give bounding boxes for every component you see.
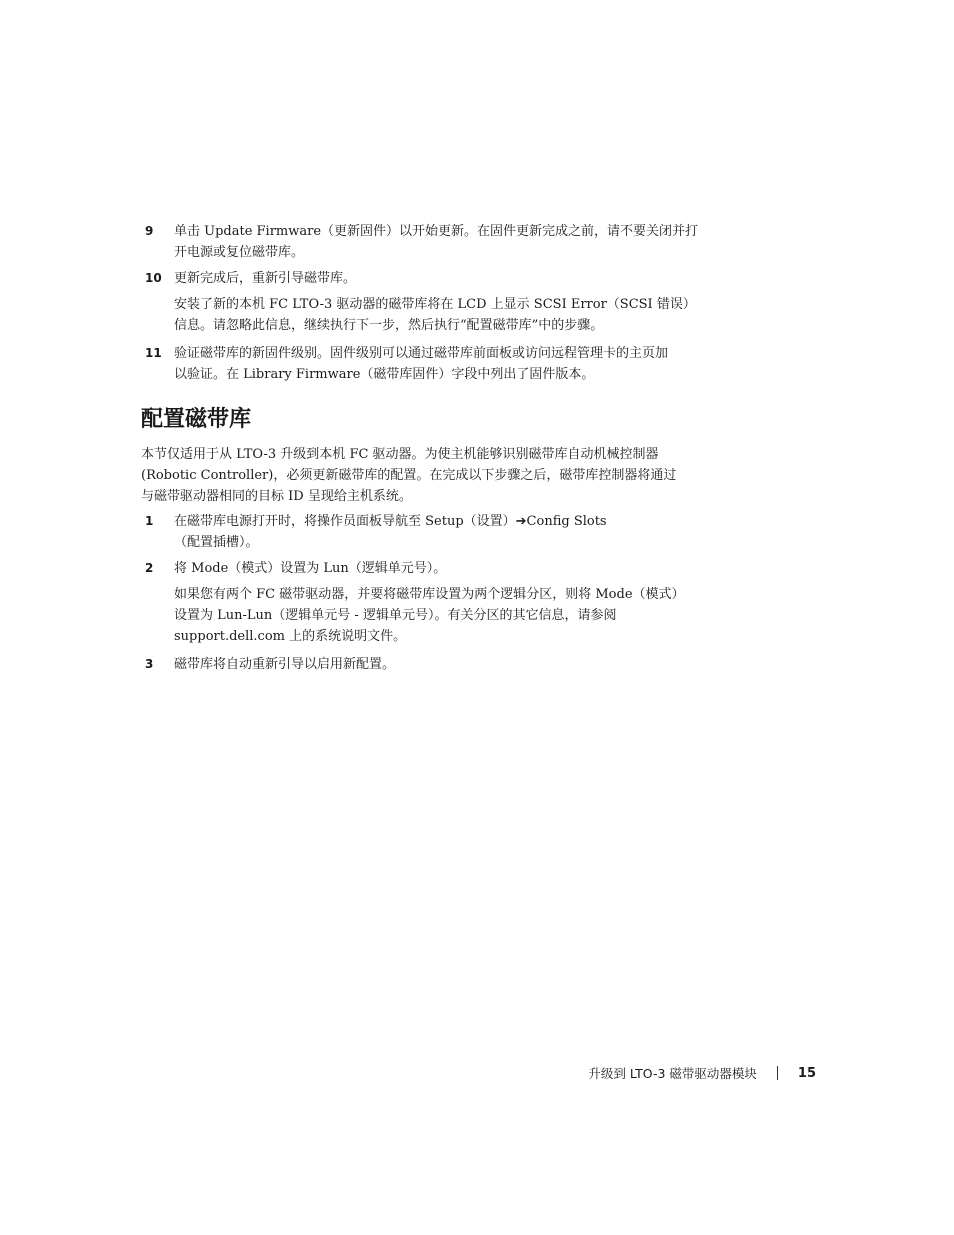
step-number: 9 <box>145 224 154 238</box>
step-11 <box>145 343 765 385</box>
section-title: 配置磁带库 <box>141 407 252 432</box>
note-line: 安装了新的本机 FC LTO-3 驱动器的磁带库将在 LCD 上显示 SCSI Error（SCSI 错误） <box>174 297 696 312</box>
note-line: support.dell.com 上的系统说明文件。 <box>174 629 407 644</box>
step-text-line: 在磁带库电源打开时，将操作员面板导航至 Setup（设置）➔Config Slots <box>174 514 607 529</box>
intro-line: 本节仅适用于从 LTO-3 升级到本机 FC 驱动器。为使主机能够识别磁带库自动机械控制器 <box>141 447 659 462</box>
step-10-note <box>174 294 774 336</box>
step-number: 1 <box>145 514 154 528</box>
footer-divider <box>777 1066 778 1080</box>
step-number: 10 <box>145 271 162 285</box>
step-text-line: （配置插槽）。 <box>174 535 259 550</box>
note-line: 设置为 Lun-Lun（逻辑单元号 - 逻辑单元号）。有关分区的其它信息，请参阅 <box>174 608 617 623</box>
step-number: 11 <box>145 346 162 360</box>
step-text-line: 以验证。在 Library Firmware（磁带库固件）字段中列出了固件版本。 <box>174 367 595 382</box>
step-1 <box>145 511 765 553</box>
intro-line: (Robotic Controller)，必须更新磁带库的配置。在完成以下步骤之后，磁带库控制器将通过 <box>141 468 677 483</box>
step-text-line: 将 Mode（模式）设置为 Lun（逻辑单元号）。 <box>174 561 447 576</box>
step-9 <box>145 221 765 263</box>
step-3 <box>145 654 765 675</box>
footer-chapter-title: 升级到 LTO-3 磁带驱动器模块 <box>588 1066 757 1081</box>
step-2 <box>145 558 765 579</box>
step-2-note <box>174 584 774 647</box>
step-text-line: 验证磁带库的新固件级别。固件级别可以通过磁带库前面板或访问远程管理卡的主页加 <box>174 346 669 361</box>
note-line: 信息。请忽略此信息，继续执行下一步，然后执行“配置磁带库”中的步骤。 <box>174 318 604 333</box>
step-number: 2 <box>145 561 154 575</box>
step-text-line: 开电源或复位磁带库。 <box>174 245 305 260</box>
step-number: 3 <box>145 657 154 671</box>
step-text-line: 磁带库将自动重新引导以启用新配置。 <box>174 657 396 672</box>
step-text-line: 更新完成后，重新引导磁带库。 <box>174 271 357 286</box>
page-number: 15 <box>797 1065 816 1081</box>
page-footer <box>588 1062 816 1084</box>
section-intro <box>141 444 766 507</box>
intro-line: 与磁带驱动器相同的目标 ID 呈现给主机系统。 <box>141 489 412 504</box>
step-text-line: 单击 Update Firmware（更新固件）以开始更新。在固件更新完成之前，请不要关闭并打 <box>174 224 699 239</box>
note-line: 如果您有两个 FC 磁带驱动器，并要将磁带库设置为两个逻辑分区，则将 Mode（模式） <box>174 587 685 602</box>
step-10 <box>145 268 765 289</box>
